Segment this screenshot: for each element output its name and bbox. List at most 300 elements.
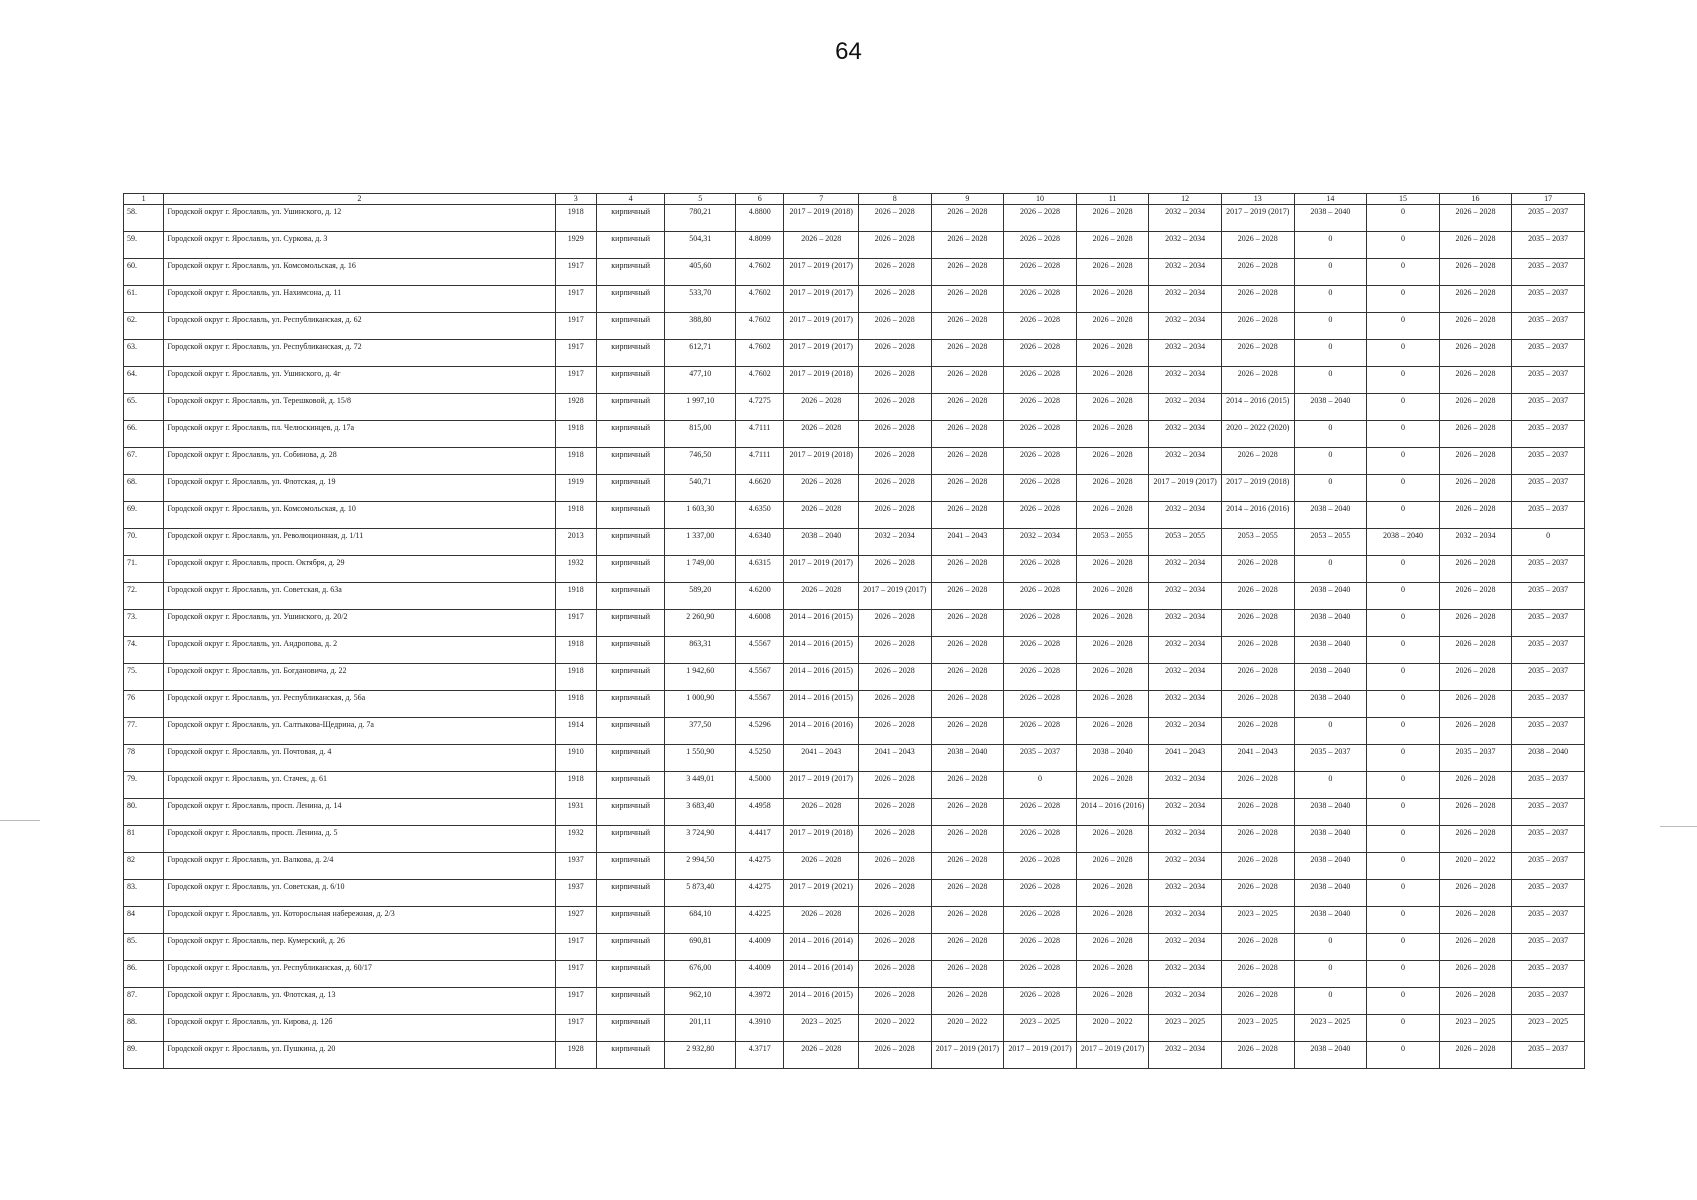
table-cell: 2035 – 2037 (1004, 745, 1077, 772)
table-cell: 533,70 (665, 286, 736, 313)
table-cell: 2026 – 2028 (1221, 313, 1294, 340)
table-cell: 4.4275 (736, 853, 784, 880)
table-cell: 4.7602 (736, 367, 784, 394)
table-cell: 0 (1367, 907, 1440, 934)
address-cell: Городской округ г. Ярославль, ул. Республиканская, д. 72 (164, 340, 555, 367)
table-cell: 4.7275 (736, 394, 784, 421)
table-cell: 0 (1367, 556, 1440, 583)
table-cell: 2026 – 2028 (1004, 691, 1077, 718)
table-cell: 2026 – 2028 (1004, 502, 1077, 529)
table-cell: 2013 (555, 529, 596, 556)
address-cell: Городской округ г. Ярославль, ул. Богдановича, д. 22 (164, 664, 555, 691)
table-cell: 0 (1367, 421, 1440, 448)
table-cell: 0 (1294, 988, 1367, 1015)
table-cell: 2035 – 2037 (1512, 637, 1585, 664)
table-cell: 0 (1294, 475, 1367, 502)
column-header: 10 (1004, 194, 1077, 205)
address-cell: Городской округ г. Ярославль, ул. Стачек, д. 61 (164, 772, 555, 799)
table-cell: 2026 – 2028 (931, 583, 1004, 610)
table-cell: 0 (1367, 313, 1440, 340)
table-cell: 2026 – 2028 (1076, 664, 1149, 691)
table-cell: 0 (1367, 880, 1440, 907)
table-cell: 684,10 (665, 907, 736, 934)
table-cell: 477,10 (665, 367, 736, 394)
table-cell: 2026 – 2028 (859, 610, 932, 637)
table-cell: 1918 (555, 637, 596, 664)
table-cell: 2026 – 2028 (1004, 340, 1077, 367)
table-cell: 2026 – 2028 (1439, 205, 1512, 232)
table-cell: 2032 – 2034 (1149, 880, 1222, 907)
table-cell: 2035 – 2037 (1512, 367, 1585, 394)
table-cell: 1918 (555, 583, 596, 610)
table-cell: 1918 (555, 448, 596, 475)
table-cell: 2026 – 2028 (859, 367, 932, 394)
table-cell: 2026 – 2028 (1076, 772, 1149, 799)
table-cell: 2026 – 2028 (859, 961, 932, 988)
table-cell: 2026 – 2028 (931, 448, 1004, 475)
table-cell: 2026 – 2028 (1439, 475, 1512, 502)
table-cell: 2026 – 2028 (859, 988, 932, 1015)
table-cell: кирпичный (596, 313, 665, 340)
row-number-cell: 72. (124, 583, 164, 610)
table-cell: 2026 – 2028 (859, 637, 932, 664)
row-number-cell: 66. (124, 421, 164, 448)
table-cell: 2026 – 2028 (931, 502, 1004, 529)
table-cell: 1917 (555, 313, 596, 340)
table-cell: 2035 – 2037 (1512, 907, 1585, 934)
table-cell: 2026 – 2028 (1076, 475, 1149, 502)
column-header: 7 (784, 194, 859, 205)
table-cell: 2017 – 2019 (2018) (784, 448, 859, 475)
table-cell: 2026 – 2028 (1076, 205, 1149, 232)
row-number-cell: 87. (124, 988, 164, 1015)
table-cell: 2026 – 2028 (931, 367, 1004, 394)
address-cell: Городской округ г. Ярославль, ул. Ушинского, д. 20/2 (164, 610, 555, 637)
table-cell: кирпичный (596, 799, 665, 826)
table-cell: кирпичный (596, 475, 665, 502)
table-cell: 2032 – 2034 (1149, 772, 1222, 799)
table-cell: 2026 – 2028 (1004, 448, 1077, 475)
table-cell: 2026 – 2028 (1221, 826, 1294, 853)
table-cell: 2026 – 2028 (1221, 610, 1294, 637)
table-cell: 2026 – 2028 (859, 556, 932, 583)
address-cell: Городской округ г. Ярославль, ул. Революционная, д. 1/11 (164, 529, 555, 556)
table-cell: 2026 – 2028 (1221, 772, 1294, 799)
table-cell: 2017 – 2019 (2018) (784, 826, 859, 853)
address-cell: Городской округ г. Ярославль, ул. Пушкина, д. 20 (164, 1042, 555, 1069)
table-cell: 504,31 (665, 232, 736, 259)
table-row (124, 286, 1585, 313)
table-cell: 2020 – 2022 (859, 1015, 932, 1042)
table-row (124, 799, 1585, 826)
table-cell: 1937 (555, 880, 596, 907)
table-cell: 377,50 (665, 718, 736, 745)
table-cell: 2017 – 2019 (2017) (784, 313, 859, 340)
table-cell: 4.3910 (736, 1015, 784, 1042)
column-header: 1 (124, 194, 164, 205)
table-cell: 2020 – 2022 (931, 1015, 1004, 1042)
table-cell: кирпичный (596, 718, 665, 745)
table-cell: 0 (1367, 637, 1440, 664)
table-cell: 4.6315 (736, 556, 784, 583)
table-cell: 2038 – 2040 (1076, 745, 1149, 772)
housing-register-table (123, 193, 1585, 1069)
table-cell: 2 994,50 (665, 853, 736, 880)
table-row (124, 880, 1585, 907)
table-cell: 0 (1367, 772, 1440, 799)
table-cell: 2038 – 2040 (1294, 610, 1367, 637)
table-cell: 2035 – 2037 (1439, 745, 1512, 772)
table-cell: 2026 – 2028 (859, 475, 932, 502)
table-cell: 2032 – 2034 (1149, 205, 1222, 232)
table-cell: 4.6620 (736, 475, 784, 502)
address-cell: Городской округ г. Ярославль, пл. Челюскинцев, д. 17а (164, 421, 555, 448)
row-number-cell: 76 (124, 691, 164, 718)
row-number-cell: 69. (124, 502, 164, 529)
row-number-cell: 74. (124, 637, 164, 664)
table-cell: 2026 – 2028 (931, 826, 1004, 853)
table-cell: 2026 – 2028 (931, 880, 1004, 907)
table-cell: 2035 – 2037 (1294, 745, 1367, 772)
column-header: 4 (596, 194, 665, 205)
table-cell: 2032 – 2034 (1149, 664, 1222, 691)
table-cell: 2026 – 2028 (1076, 583, 1149, 610)
table-cell: 1910 (555, 745, 596, 772)
table-cell: 1917 (555, 1015, 596, 1042)
table-cell: 2026 – 2028 (859, 772, 932, 799)
table-cell: 2035 – 2037 (1512, 232, 1585, 259)
address-cell: Городской округ г. Ярославль, ул. Суркова, д. 3 (164, 232, 555, 259)
table-cell: кирпичный (596, 502, 665, 529)
table-cell: 2020 – 2022 (2020) (1221, 421, 1294, 448)
table-row (124, 313, 1585, 340)
table-cell: 2026 – 2028 (784, 394, 859, 421)
table-cell: 2023 – 2025 (1512, 1015, 1585, 1042)
table-cell: 2026 – 2028 (931, 988, 1004, 1015)
table-cell: 2026 – 2028 (784, 232, 859, 259)
table-cell: 4.7602 (736, 313, 784, 340)
table-cell: 2026 – 2028 (1439, 313, 1512, 340)
table-cell: 2035 – 2037 (1512, 205, 1585, 232)
table-cell: 2026 – 2028 (859, 853, 932, 880)
table-cell: 2026 – 2028 (859, 691, 932, 718)
table-cell: 2014 – 2016 (2015) (784, 637, 859, 664)
table-cell: 2014 – 2016 (2016) (1076, 799, 1149, 826)
address-cell: Городской округ г. Ярославль, ул. Кирова, д. 12б (164, 1015, 555, 1042)
table-cell: 2032 – 2034 (1149, 232, 1222, 259)
table-cell: 2026 – 2028 (859, 934, 932, 961)
table-cell: кирпичный (596, 529, 665, 556)
table-cell: 2026 – 2028 (1004, 259, 1077, 286)
table-cell: 2026 – 2028 (1004, 988, 1077, 1015)
table-cell: 3 724,90 (665, 826, 736, 853)
table-cell: кирпичный (596, 1042, 665, 1069)
table-cell: 780,21 (665, 205, 736, 232)
table-cell: 2026 – 2028 (1221, 340, 1294, 367)
table-cell: 2032 – 2034 (1149, 286, 1222, 313)
table-cell: 2032 – 2034 (1149, 556, 1222, 583)
table-cell: 2026 – 2028 (859, 826, 932, 853)
column-header: 12 (1149, 194, 1222, 205)
row-number-cell: 89. (124, 1042, 164, 1069)
table-cell: 2014 – 2016 (2015) (784, 664, 859, 691)
table-cell: 2026 – 2028 (1221, 637, 1294, 664)
table-cell: 2035 – 2037 (1512, 772, 1585, 799)
table-cell: 2032 – 2034 (1149, 502, 1222, 529)
address-cell: Городской округ г. Ярославль, ул. Нахимсона, д. 11 (164, 286, 555, 313)
row-number-cell: 68. (124, 475, 164, 502)
table-cell: 589,20 (665, 583, 736, 610)
address-cell: Городской округ г. Ярославль, ул. Советская, д. 63а (164, 583, 555, 610)
address-cell: Городской округ г. Ярославль, ул. Ушинского, д. 4г (164, 367, 555, 394)
address-cell: Городской округ г. Ярославль, просп. Ленина, д. 5 (164, 826, 555, 853)
row-number-cell: 64. (124, 367, 164, 394)
table-cell: 2026 – 2028 (784, 475, 859, 502)
table-cell: 2026 – 2028 (1439, 934, 1512, 961)
table-cell: 2032 – 2034 (1149, 340, 1222, 367)
table-cell: 1 997,10 (665, 394, 736, 421)
table-cell: 2035 – 2037 (1512, 664, 1585, 691)
table-cell: 2035 – 2037 (1512, 880, 1585, 907)
table-cell: 2026 – 2028 (1004, 934, 1077, 961)
table-cell: 2026 – 2028 (1004, 313, 1077, 340)
table-cell: 2035 – 2037 (1512, 583, 1585, 610)
table-cell: 2026 – 2028 (859, 448, 932, 475)
table-cell: 1927 (555, 907, 596, 934)
table-cell: 1914 (555, 718, 596, 745)
table-cell: кирпичный (596, 826, 665, 853)
table-cell: 690,81 (665, 934, 736, 961)
table-cell: 676,00 (665, 961, 736, 988)
table-cell: 2026 – 2028 (1076, 880, 1149, 907)
table-cell: 2026 – 2028 (1439, 664, 1512, 691)
row-number-cell: 81 (124, 826, 164, 853)
table-cell: 1917 (555, 340, 596, 367)
table-cell: 0 (1294, 772, 1367, 799)
table-cell: 2026 – 2028 (931, 961, 1004, 988)
table-cell: 1 000,90 (665, 691, 736, 718)
row-number-cell: 73. (124, 610, 164, 637)
table-cell: 2026 – 2028 (1221, 259, 1294, 286)
table-cell: кирпичный (596, 259, 665, 286)
table-cell: 2032 – 2034 (1149, 853, 1222, 880)
table-cell: 2026 – 2028 (1221, 934, 1294, 961)
table-cell: 2026 – 2028 (859, 394, 932, 421)
table-cell: 1937 (555, 853, 596, 880)
table-cell: 2026 – 2028 (859, 205, 932, 232)
table-cell: 2026 – 2028 (1439, 799, 1512, 826)
table-cell: 1928 (555, 1042, 596, 1069)
table-cell: 0 (1367, 610, 1440, 637)
table-cell: кирпичный (596, 691, 665, 718)
table-header-row (124, 194, 1585, 205)
table-cell: 0 (1367, 205, 1440, 232)
table-cell: 2026 – 2028 (859, 232, 932, 259)
table-cell: 2035 – 2037 (1512, 556, 1585, 583)
table-cell: 2026 – 2028 (1004, 394, 1077, 421)
table-cell: 2032 – 2034 (1149, 367, 1222, 394)
column-header: 14 (1294, 194, 1367, 205)
row-number-cell: 67. (124, 448, 164, 475)
table-cell: 2026 – 2028 (784, 853, 859, 880)
table-cell: кирпичный (596, 610, 665, 637)
table-cell: 2026 – 2028 (1221, 367, 1294, 394)
table-cell: 4.8800 (736, 205, 784, 232)
table-cell: 4.4275 (736, 880, 784, 907)
table-cell: 2026 – 2028 (1076, 988, 1149, 1015)
table-cell: 2026 – 2028 (1439, 691, 1512, 718)
table-row (124, 988, 1585, 1015)
address-cell: Городской округ г. Ярославль, ул. Республиканская, д. 56а (164, 691, 555, 718)
table-cell: 2035 – 2037 (1512, 394, 1585, 421)
table-cell: 2026 – 2028 (1004, 826, 1077, 853)
table-cell: 5 873,40 (665, 880, 736, 907)
table-cell: 2017 – 2019 (2017) (1149, 475, 1222, 502)
table-cell: 0 (1294, 232, 1367, 259)
table-cell: 2032 – 2034 (1149, 394, 1222, 421)
address-cell: Городской округ г. Ярославль, ул. Республиканская, д. 60/17 (164, 961, 555, 988)
table-cell: 2041 – 2043 (784, 745, 859, 772)
row-number-cell: 58. (124, 205, 164, 232)
table-row (124, 232, 1585, 259)
table-cell: 2053 – 2055 (1294, 529, 1367, 556)
table-cell: 2026 – 2028 (931, 610, 1004, 637)
table-cell: 2014 – 2016 (2014) (784, 961, 859, 988)
address-cell: Городской округ г. Ярославль, пер. Кумерский, д. 26 (164, 934, 555, 961)
table-cell: 2017 – 2019 (2017) (1221, 205, 1294, 232)
table-cell: 2041 – 2043 (931, 529, 1004, 556)
table-row (124, 853, 1585, 880)
table-cell: 0 (1367, 232, 1440, 259)
table-cell: 4.4958 (736, 799, 784, 826)
table-cell: 2026 – 2028 (1439, 367, 1512, 394)
table-cell: 2 260,90 (665, 610, 736, 637)
table-cell: 1 749,00 (665, 556, 736, 583)
table-cell: 0 (1367, 664, 1440, 691)
table-cell: 2026 – 2028 (1221, 961, 1294, 988)
table-cell: 2026 – 2028 (1076, 286, 1149, 313)
table-cell: 2041 – 2043 (859, 745, 932, 772)
table-cell: 2026 – 2028 (931, 232, 1004, 259)
table-cell: 2035 – 2037 (1512, 475, 1585, 502)
table-cell: 2035 – 2037 (1512, 448, 1585, 475)
table-cell: 2038 – 2040 (1294, 1042, 1367, 1069)
table-cell: 2032 – 2034 (1149, 259, 1222, 286)
table-cell: 2038 – 2040 (1294, 907, 1367, 934)
table-cell: 0 (1294, 259, 1367, 286)
row-number-cell: 62. (124, 313, 164, 340)
table-cell: кирпичный (596, 961, 665, 988)
table-cell: 2026 – 2028 (1439, 232, 1512, 259)
table-cell: 1918 (555, 421, 596, 448)
table-cell: 2026 – 2028 (1439, 772, 1512, 799)
table-cell: 2026 – 2028 (1076, 421, 1149, 448)
table-cell: 2035 – 2037 (1512, 421, 1585, 448)
table-cell: 2023 – 2025 (1149, 1015, 1222, 1042)
table-cell: кирпичный (596, 1015, 665, 1042)
table-cell: 2038 – 2040 (784, 529, 859, 556)
table-cell: 1 942,60 (665, 664, 736, 691)
table-cell: 2038 – 2040 (1294, 799, 1367, 826)
table-row (124, 907, 1585, 934)
table-cell: 1918 (555, 205, 596, 232)
table-cell: 2032 – 2034 (1149, 637, 1222, 664)
table-cell: 2026 – 2028 (1439, 556, 1512, 583)
scan-mark-right (1660, 826, 1697, 827)
row-number-cell: 71. (124, 556, 164, 583)
table-cell: 2038 – 2040 (1294, 637, 1367, 664)
table-cell: 4.3972 (736, 988, 784, 1015)
table-cell: 2026 – 2028 (1004, 286, 1077, 313)
table-cell: 2026 – 2028 (931, 556, 1004, 583)
table-cell: 2026 – 2028 (1439, 1042, 1512, 1069)
table-cell: 2026 – 2028 (931, 340, 1004, 367)
table-cell: 2026 – 2028 (1004, 205, 1077, 232)
table-cell: 2026 – 2028 (1221, 691, 1294, 718)
table-cell: кирпичный (596, 934, 665, 961)
address-cell: Городской округ г. Ярославль, ул. Которосльная набережная, д. 2/3 (164, 907, 555, 934)
table-cell: 0 (1294, 313, 1367, 340)
table-row (124, 934, 1585, 961)
table-cell: 2038 – 2040 (931, 745, 1004, 772)
table-row (124, 961, 1585, 988)
table-cell: 4.5000 (736, 772, 784, 799)
table-cell: 2026 – 2028 (784, 1042, 859, 1069)
table-cell: кирпичный (596, 745, 665, 772)
row-number-cell: 88. (124, 1015, 164, 1042)
table-cell: 2026 – 2028 (1076, 502, 1149, 529)
table-row (124, 1015, 1585, 1042)
table-cell: кирпичный (596, 448, 665, 475)
table-cell: 2017 – 2019 (2018) (784, 205, 859, 232)
table-cell: 1918 (555, 664, 596, 691)
address-cell: Городской округ г. Ярославль, ул. Комсомольская, д. 16 (164, 259, 555, 286)
table-cell: 0 (1294, 961, 1367, 988)
table-cell: 0 (1294, 934, 1367, 961)
table-cell: 2038 – 2040 (1294, 664, 1367, 691)
row-number-cell: 70. (124, 529, 164, 556)
table-cell: кирпичный (596, 853, 665, 880)
table-cell: 2035 – 2037 (1512, 1042, 1585, 1069)
table-row (124, 583, 1585, 610)
table-cell: 0 (1367, 394, 1440, 421)
column-header: 5 (665, 194, 736, 205)
table-row (124, 610, 1585, 637)
table-cell: 2014 – 2016 (2015) (784, 691, 859, 718)
table-cell: 0 (1367, 1015, 1440, 1042)
address-cell: Городской округ г. Ярославль, ул. Флотская, д. 13 (164, 988, 555, 1015)
table-cell: 2032 – 2034 (1149, 988, 1222, 1015)
row-number-cell: 86. (124, 961, 164, 988)
table-cell: 540,71 (665, 475, 736, 502)
table-cell: 3 683,40 (665, 799, 736, 826)
table-cell: 2026 – 2028 (1076, 907, 1149, 934)
table-cell: 2026 – 2028 (1076, 853, 1149, 880)
column-header: 16 (1439, 194, 1512, 205)
row-number-cell: 79. (124, 772, 164, 799)
table-cell: кирпичный (596, 232, 665, 259)
table-row (124, 448, 1585, 475)
table-cell: 0 (1367, 853, 1440, 880)
table-cell: 4.4009 (736, 961, 784, 988)
table-cell: 4.7111 (736, 421, 784, 448)
table-cell: 2023 – 2025 (1004, 1015, 1077, 1042)
table-cell: 1917 (555, 934, 596, 961)
table-cell: 2026 – 2028 (931, 394, 1004, 421)
table-cell: кирпичный (596, 340, 665, 367)
row-number-cell: 77. (124, 718, 164, 745)
row-number-cell: 65. (124, 394, 164, 421)
